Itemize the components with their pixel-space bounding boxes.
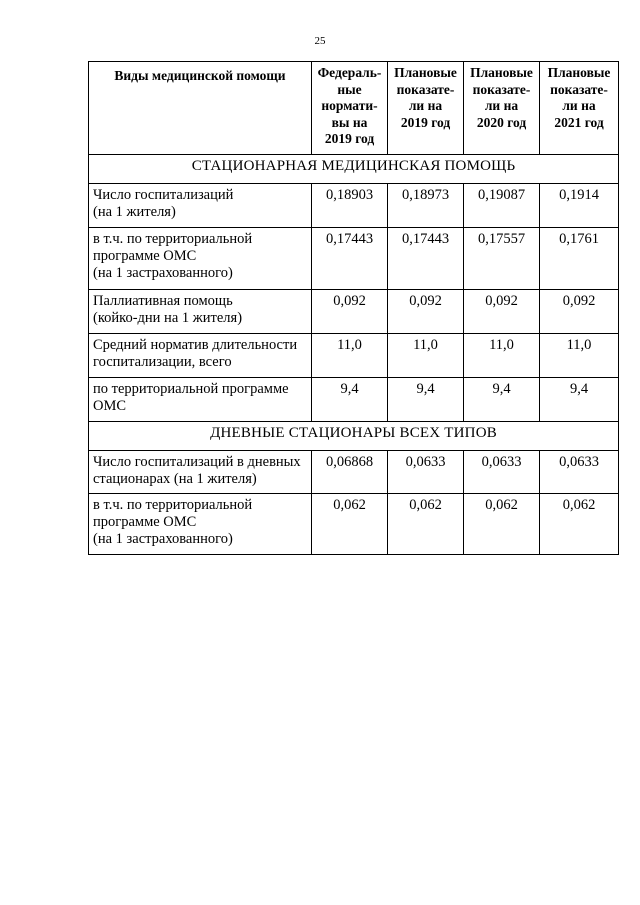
table-row (89, 228, 619, 290)
cell-value: 0,17443 (388, 228, 464, 290)
cell-value: 0,062 (312, 494, 388, 555)
row-label: Число госпитализаций (на 1 жителя) (89, 184, 312, 228)
cell-value: 9,4 (312, 378, 388, 422)
cell-value: 0,19087 (464, 184, 540, 228)
cell-value: 0,062 (464, 494, 540, 555)
table-row (89, 451, 619, 494)
cell-value: 9,4 (540, 378, 619, 422)
row-label: по территориальной программе ОМС (89, 378, 312, 422)
header-plan-2021: Плановые показате- ли на 2021 год (540, 62, 619, 155)
header-federal-2019: Федераль- ные нормати- вы на 2019 год (312, 62, 388, 155)
header-care-type: Виды медицинской помощи (89, 62, 312, 155)
cell-value: 0,18903 (312, 184, 388, 228)
cell-value: 0,092 (388, 290, 464, 334)
cell-value: 11,0 (540, 334, 619, 378)
cell-value: 9,4 (464, 378, 540, 422)
cell-value: 0,18973 (388, 184, 464, 228)
cell-value: 0,0633 (464, 451, 540, 494)
table-row (89, 378, 619, 422)
row-label: Паллиативная помощь (койко-дни на 1 жителя) (89, 290, 312, 334)
cell-value: 0,06868 (312, 451, 388, 494)
cell-value: 9,4 (388, 378, 464, 422)
page-number: 25 (314, 35, 326, 47)
cell-value: 0,0633 (388, 451, 464, 494)
row-label: Средний норматив длительности госпитализации, всего (89, 334, 312, 378)
section-row (89, 155, 619, 184)
table-row (89, 494, 619, 555)
cell-value: 0,17557 (464, 228, 540, 290)
row-label: в т.ч. по территориальной программе ОМС (на 1 застрахованного) (89, 228, 312, 290)
cell-value: 0,1761 (540, 228, 619, 290)
cell-value: 0,062 (388, 494, 464, 555)
cell-value: 0,1914 (540, 184, 619, 228)
header-plan-2020: Плановые показате- ли на 2020 год (464, 62, 540, 155)
header-plan-2019: Плановые показате- ли на 2019 год (388, 62, 464, 155)
table-row (89, 184, 619, 228)
medical-care-table (88, 61, 619, 555)
section-row (89, 422, 619, 451)
cell-value: 11,0 (312, 334, 388, 378)
section-title: ДНЕВНЫЕ СТАЦИОНАРЫ ВСЕХ ТИПОВ (89, 422, 619, 451)
cell-value: 0,0633 (540, 451, 619, 494)
table-row (89, 290, 619, 334)
cell-value: 11,0 (464, 334, 540, 378)
section-title: СТАЦИОНАРНАЯ МЕДИЦИНСКАЯ ПОМОЩЬ (89, 155, 619, 184)
cell-value: 0,092 (464, 290, 540, 334)
table-header-row (89, 62, 619, 155)
cell-value: 0,092 (540, 290, 619, 334)
cell-value: 0,17443 (312, 228, 388, 290)
cell-value: 11,0 (388, 334, 464, 378)
cell-value: 0,092 (312, 290, 388, 334)
cell-value: 0,062 (540, 494, 619, 555)
row-label: Число госпитализаций в дневных стационарах (на 1 жителя) (89, 451, 312, 494)
table-row (89, 334, 619, 378)
row-label: в т.ч. по территориальной программе ОМС (на 1 застрахованного) (89, 494, 312, 555)
